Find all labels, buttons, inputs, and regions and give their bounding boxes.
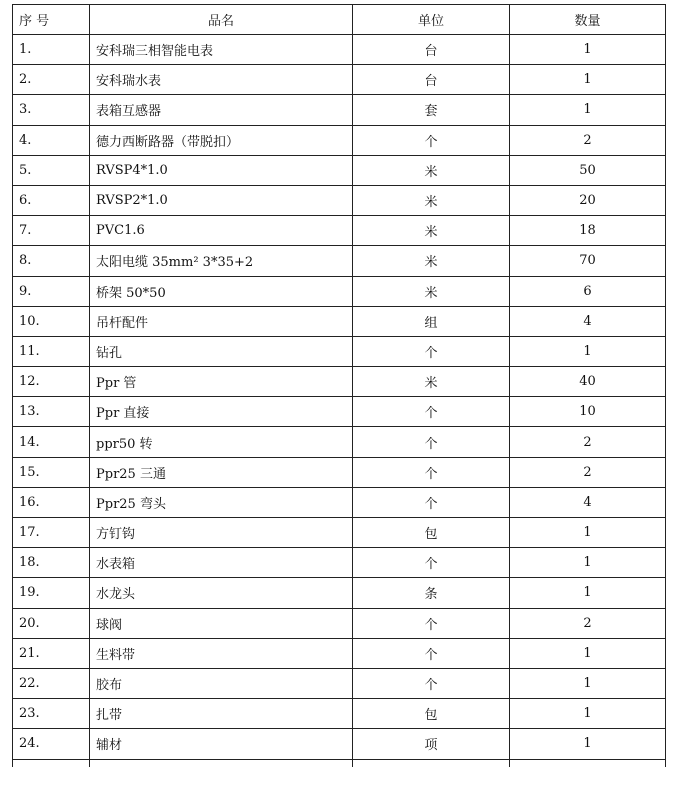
row-quantity: 1 <box>510 65 666 95</box>
table-row <box>13 518 666 548</box>
row-unit: 米 <box>353 216 510 246</box>
empty-cell <box>353 759 510 767</box>
table-row <box>13 699 666 729</box>
row-quantity: 4 <box>510 487 666 517</box>
material-list-sheet <box>12 4 665 767</box>
table-row <box>13 578 666 608</box>
row-name: 安科瑞水表 <box>90 65 353 95</box>
table-row <box>13 457 666 487</box>
row-index: 15. <box>13 457 90 487</box>
row-unit: 个 <box>353 336 510 366</box>
row-name: 安科瑞三相智能电表 <box>90 35 353 65</box>
row-unit: 包 <box>353 699 510 729</box>
empty-cell <box>510 759 666 767</box>
row-name: 球阀 <box>90 608 353 638</box>
header-name: 品名 <box>90 5 353 35</box>
row-index: 6. <box>13 185 90 215</box>
table-row <box>13 548 666 578</box>
row-name: 桥架 50*50 <box>90 276 353 306</box>
row-unit: 个 <box>353 427 510 457</box>
row-quantity: 1 <box>510 578 666 608</box>
row-unit: 米 <box>353 155 510 185</box>
row-unit: 个 <box>353 125 510 155</box>
row-index: 5. <box>13 155 90 185</box>
row-index: 13. <box>13 397 90 427</box>
row-name: Ppr 直接 <box>90 397 353 427</box>
table-row <box>13 668 666 698</box>
row-name: ppr50 转 <box>90 427 353 457</box>
row-unit: 个 <box>353 638 510 668</box>
table-row <box>13 185 666 215</box>
row-unit: 组 <box>353 306 510 336</box>
row-unit: 个 <box>353 548 510 578</box>
header-index: 序 号 <box>13 5 90 35</box>
row-name: 德力西断路器（带脱扣） <box>90 125 353 155</box>
row-quantity: 1 <box>510 729 666 759</box>
row-name: Ppr25 三通 <box>90 457 353 487</box>
row-quantity: 10 <box>510 397 666 427</box>
table-row <box>13 638 666 668</box>
row-unit: 个 <box>353 608 510 638</box>
row-unit: 台 <box>353 35 510 65</box>
table-row-continuation <box>13 759 666 767</box>
row-unit: 个 <box>353 457 510 487</box>
table-row <box>13 246 666 276</box>
table-row <box>13 367 666 397</box>
table-row <box>13 427 666 457</box>
row-quantity: 1 <box>510 699 666 729</box>
empty-cell <box>13 759 90 767</box>
row-quantity: 70 <box>510 246 666 276</box>
row-quantity: 20 <box>510 185 666 215</box>
row-name: RVSP2*1.0 <box>90 185 353 215</box>
row-name: Ppr 管 <box>90 367 353 397</box>
row-quantity: 1 <box>510 95 666 125</box>
row-index: 8. <box>13 246 90 276</box>
table-row <box>13 608 666 638</box>
table-body <box>13 35 666 768</box>
row-name: 生料带 <box>90 638 353 668</box>
row-index: 2. <box>13 65 90 95</box>
row-index: 4. <box>13 125 90 155</box>
header-unit: 单位 <box>353 5 510 35</box>
row-unit: 米 <box>353 185 510 215</box>
row-quantity: 2 <box>510 608 666 638</box>
table-row <box>13 306 666 336</box>
table-row <box>13 125 666 155</box>
row-name: 表箱互感器 <box>90 95 353 125</box>
row-name: 水表箱 <box>90 548 353 578</box>
row-unit: 台 <box>353 65 510 95</box>
row-index: 19. <box>13 578 90 608</box>
row-index: 3. <box>13 95 90 125</box>
row-quantity: 6 <box>510 276 666 306</box>
row-unit: 套 <box>353 95 510 125</box>
row-index: 7. <box>13 216 90 246</box>
row-name: Ppr25 弯头 <box>90 487 353 517</box>
row-index: 23. <box>13 699 90 729</box>
table-header <box>13 5 666 35</box>
header-quantity: 数量 <box>510 5 666 35</box>
row-quantity: 1 <box>510 548 666 578</box>
row-quantity: 1 <box>510 638 666 668</box>
row-quantity: 2 <box>510 457 666 487</box>
row-index: 16. <box>13 487 90 517</box>
row-index: 24. <box>13 729 90 759</box>
row-unit: 包 <box>353 518 510 548</box>
row-name: 钻孔 <box>90 336 353 366</box>
material-table <box>12 4 666 767</box>
table-row <box>13 35 666 65</box>
row-index: 22. <box>13 668 90 698</box>
row-quantity: 2 <box>510 427 666 457</box>
row-name: 方钉钩 <box>90 518 353 548</box>
table-row <box>13 216 666 246</box>
row-quantity: 40 <box>510 367 666 397</box>
row-index: 12. <box>13 367 90 397</box>
table-row <box>13 95 666 125</box>
table-row <box>13 155 666 185</box>
row-index: 14. <box>13 427 90 457</box>
table-row <box>13 487 666 517</box>
row-index: 1. <box>13 35 90 65</box>
row-quantity: 1 <box>510 336 666 366</box>
row-index: 21. <box>13 638 90 668</box>
row-name: 辅材 <box>90 729 353 759</box>
row-quantity: 18 <box>510 216 666 246</box>
row-quantity: 1 <box>510 668 666 698</box>
row-unit: 米 <box>353 367 510 397</box>
table-row <box>13 336 666 366</box>
row-quantity: 1 <box>510 518 666 548</box>
row-quantity: 4 <box>510 306 666 336</box>
row-unit: 米 <box>353 246 510 276</box>
row-unit: 米 <box>353 276 510 306</box>
row-index: 10. <box>13 306 90 336</box>
row-unit: 个 <box>353 397 510 427</box>
row-name: PVC1.6 <box>90 216 353 246</box>
row-name: 水龙头 <box>90 578 353 608</box>
row-index: 18. <box>13 548 90 578</box>
row-unit: 个 <box>353 668 510 698</box>
row-name: RVSP4*1.0 <box>90 155 353 185</box>
row-name: 吊杆配件 <box>90 306 353 336</box>
row-unit: 项 <box>353 729 510 759</box>
row-quantity: 2 <box>510 125 666 155</box>
table-row <box>13 65 666 95</box>
row-quantity: 50 <box>510 155 666 185</box>
table-row <box>13 276 666 306</box>
row-index: 17. <box>13 518 90 548</box>
header-row <box>13 5 666 35</box>
empty-cell <box>90 759 353 767</box>
row-name: 扎带 <box>90 699 353 729</box>
row-name: 太阳电缆 35mm² 3*35+2 <box>90 246 353 276</box>
row-quantity: 1 <box>510 35 666 65</box>
row-index: 9. <box>13 276 90 306</box>
row-index: 20. <box>13 608 90 638</box>
row-index: 11. <box>13 336 90 366</box>
table-row <box>13 729 666 759</box>
row-name: 胶布 <box>90 668 353 698</box>
row-unit: 条 <box>353 578 510 608</box>
table-row <box>13 397 666 427</box>
row-unit: 个 <box>353 487 510 517</box>
